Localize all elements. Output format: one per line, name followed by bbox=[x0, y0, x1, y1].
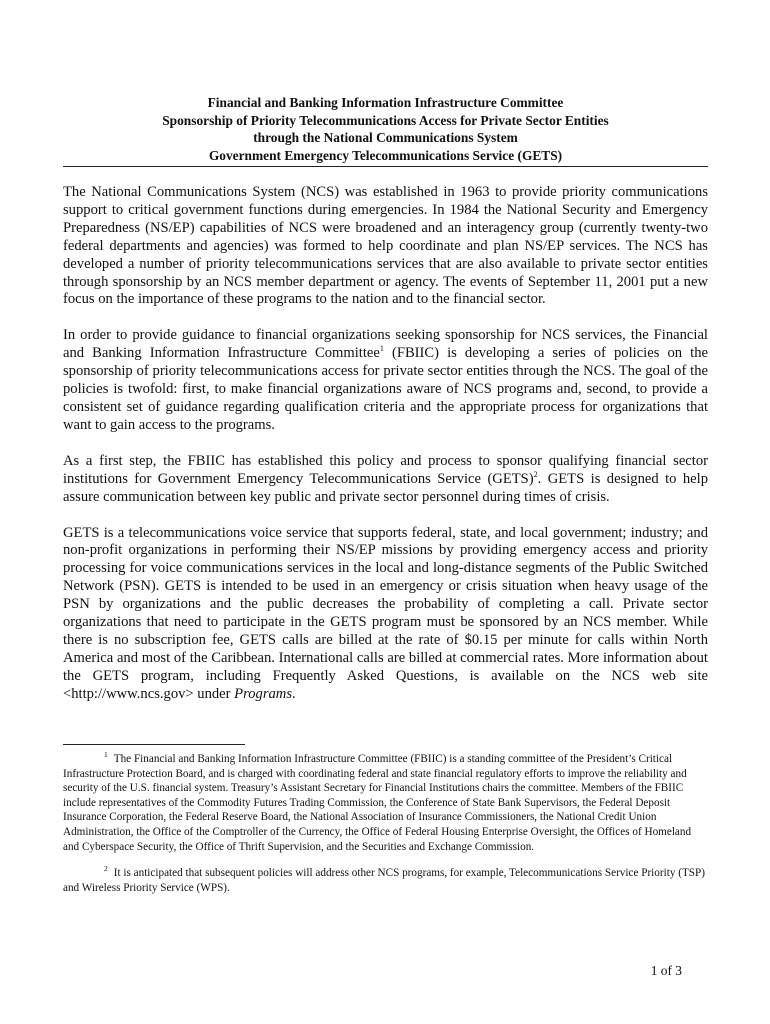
footnote-ref-1: 1 bbox=[379, 344, 384, 354]
paragraph-gets-description bbox=[63, 525, 708, 704]
footnote-text: It is anticipated that subsequent policies will address other NCS programs, for example, Telecommunications Service Priority (TSP) and Wireless Priority Service (WPS). bbox=[63, 867, 705, 894]
paragraph-text: . bbox=[292, 685, 296, 702]
footnote-text: The Financial and Banking Information Infrastructure Committee (FBIIC) is a standing committee of the President’s Critical Infrastructure Protection Board, and is charged with coordinating federal and state financial regulatory efforts to improve the reliability and security of the U.S. financial system. Treasury’s Assistant Secretary for Financial Institutions chairs the committee. Members of the FBIIC include representatives of the Commodity Futures Trading Commission, the Conference of State Bank Supervisors, the Federal Deposit Insurance Corporation, the Federal Reserve Board, the National Association of Insurance Commissioners, the National Credit Union Administration, the Office of the Comptroller of the Currency, the Office of Federal Housing Enterprise Oversight, the Offices of Homeland and Cyberspace Security, the Office of Thrift Supervision, and the Securities and Exchange Commission. bbox=[63, 753, 692, 853]
document-body bbox=[63, 184, 708, 722]
document-header bbox=[63, 94, 708, 164]
header-divider bbox=[63, 166, 708, 167]
footnote-mark-2: 2 bbox=[104, 864, 108, 874]
paragraph-text: GETS is a telecommunications voice service that supports federal, state, and local government; industry; and non-profit organizations in performing their NS/EP missions by providing emergency access and priority processing for voice communications services in the local and long-distance segments of the Public Switched Network (PSN). GETS is intended to be used in an emergency or crisis situation when heavy usage of the PSN by organizations and the public decreases the probability of completing a call. Private sector organizations that need to participate in the GETS program must be sponsored by an NCS member. While there is no subscription fee, GETS calls are billed at the rate of $0.15 per minute for calls within North America and most of the Caribbean. International calls are billed at commercial rates. More information about the GETS program, including Frequently Asked Questions, is available on the NCS web site <http://www.ncs.gov> under bbox=[63, 524, 708, 702]
footnote-mark-1: 1 bbox=[104, 750, 108, 759]
header-line-2: Sponsorship of Priority Telecommunications Access for Private Sector Entities bbox=[162, 112, 609, 128]
header-line-4: Government Emergency Telecommunications Service (GETS) bbox=[208, 147, 563, 163]
paragraph-gets-policy bbox=[63, 453, 708, 507]
paragraph-text: (FBIIC) is developing a series of policies on the sponsorship of priority telecommunications access for private sector entities through the NCS. The goal of the policies is twofold: first, to make financial organizations aware of NCS programs and, second, to provide a consistent set of guidance regarding qualification criteria and the appropriate process for organizations that want to gain access to the programs. bbox=[63, 345, 708, 433]
programs-link-text: Programs bbox=[234, 685, 293, 702]
header-line-1: Financial and Banking Information Infrastructure Committee bbox=[207, 95, 564, 110]
footnote-2 bbox=[63, 866, 708, 895]
paragraph-text: In order to provide guidance to financial organizations seeking sponsorship for NCS services, the Financial and Banking Information Infrastructure Committee bbox=[63, 327, 708, 362]
footnote-divider bbox=[63, 744, 245, 745]
paragraph-fbiic-guidance bbox=[63, 327, 708, 434]
footnote-ref-2: 2 bbox=[533, 469, 538, 479]
footnote-1 bbox=[63, 752, 708, 854]
footnotes-section bbox=[63, 752, 708, 907]
paragraph-text: . GETS is designed to help assure communication between key public and private sector personnel during times of crisis. bbox=[63, 470, 709, 505]
page-number: 1 of 3 bbox=[650, 963, 682, 978]
header-line-3: through the National Communications System bbox=[253, 130, 518, 145]
paragraph-ncs-history: The National Communications System (NCS) was established in 1963 to provide priority communications support to critical government functions during emergencies. In 1984 the National Security and Emergency Preparedness (NS/EP) capabilities of NCS were broadened and an interagency group (currently twenty-two federal departments and agencies) was formed to help coordinate and plan NS/EP services. The NCS has developed a number of priority telecommunications services that are also available to private sector entities through sponsorship by an NCS member department or agency. The events of September 11, 2001 put a new focus on the importance of these programs to the nation and to the financial sector. bbox=[63, 184, 708, 308]
paragraph-text: As a first step, the FBIIC has established this policy and process to sponsor qualifying financial sector institutions for Government Emergency Telecommunications Service (GETS) bbox=[63, 452, 708, 487]
